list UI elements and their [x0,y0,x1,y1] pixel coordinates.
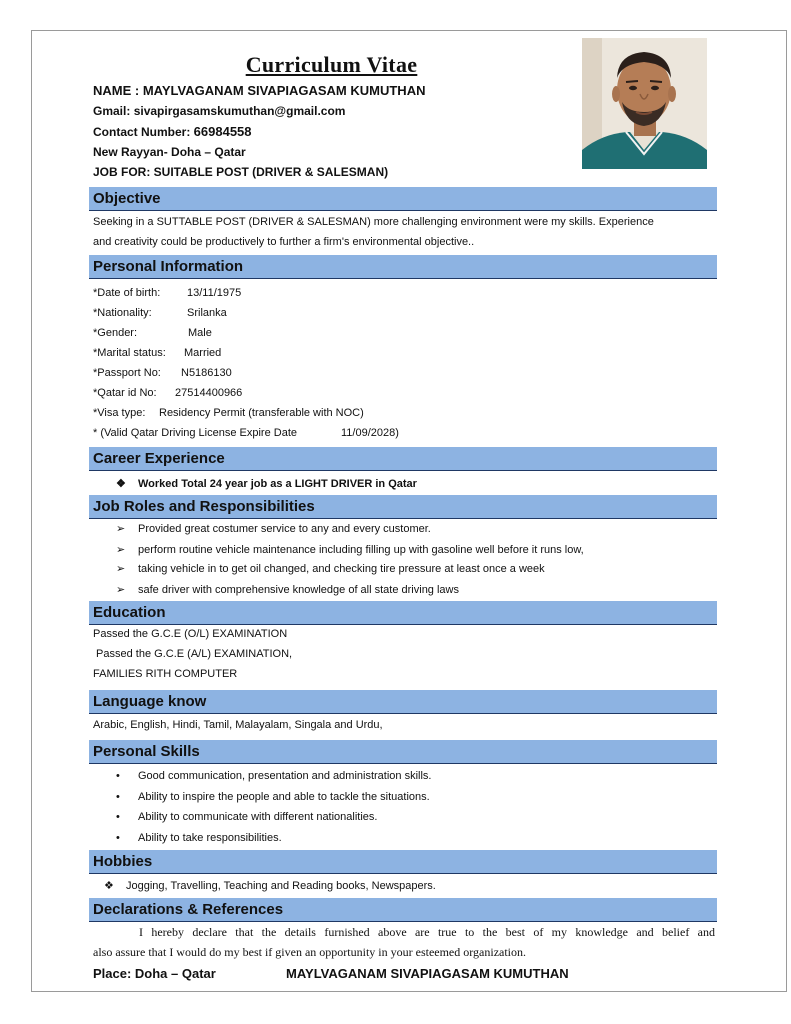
declaration-line: I hereby declare that the details furnished above are true to the best of my knowledge and belief and [139,925,715,939]
personal-row [93,347,221,359]
section-education: Education [89,601,717,625]
personal-row [93,387,242,399]
bullet-icon: • [116,832,120,844]
role-item [116,562,545,575]
skill-item [116,791,430,803]
career-text: Worked Total 24 year job as a LIGHT DRIVER in Qatar [138,478,417,490]
job-for-line: JOB FOR: SUITABLE POST (DRIVER & SALESMAN) [93,165,389,179]
gmail-line [93,104,345,118]
personal-row [93,407,364,419]
hobbies-item [104,879,436,892]
section-career-experience: Career Experience [89,447,717,471]
role-text: Provided great costumer service to any and every customer. [138,523,431,535]
section-personal-information: Personal Information [89,255,717,279]
section-language: Language know [89,690,717,714]
personal-value: 13/11/1975 [187,287,242,299]
bullet-icon: • [116,791,120,803]
name-line [93,83,425,98]
languages-line: Arabic, English, Hindi, Tamil, Malayalam, Singala and Urdu, [93,719,383,731]
role-item [116,583,459,596]
bullet-icon: • [116,770,120,782]
place-line: Place: Doha – Qatar [93,966,216,981]
personal-value: Residency Permit (transferable with NOC) [159,407,364,419]
personal-label: *Nationality: [93,307,152,319]
section-personal-skills: Personal Skills [89,740,717,764]
career-item [116,477,417,490]
declaration-line: also assure that I would do my best if given an opportunity in your esteemed organization. [93,945,527,959]
personal-label: *Marital status: [93,347,166,359]
section-objective: Objective [89,187,717,211]
signature-name: MAYLVAGANAM SIVAPIAGASAM KUMUTHAN [286,966,569,981]
personal-label: *Qatar id No: [93,387,157,399]
role-item [116,522,431,535]
personal-row [93,367,232,379]
role-text: perform routine vehicle maintenance including filling up with gasoline well before it runs low, [138,544,584,556]
personal-value: 27514400966 [175,387,243,399]
arrow-bullet-icon: ➢ [116,523,126,535]
role-item [116,543,584,556]
skill-item [116,770,431,782]
personal-label: *Visa type: [93,407,146,419]
name-label: NAME : [93,83,143,98]
personal-row [93,307,227,319]
personal-value: Srilanka [187,307,227,319]
personal-label: *Gender: [93,327,138,339]
personal-value: 11/09/2028) [341,427,399,439]
diamond-bullet-icon: ❖ [116,478,126,490]
gmail-label: Gmail: [93,104,134,118]
personal-row [93,327,212,339]
personal-label: *Date of birth: [93,287,161,299]
document-title: Curriculum Vitae [245,52,418,77]
candidate-name: MAYLVAGANAM SIVAPIAGASAM KUMUTHAN [142,83,426,98]
section-job-roles: Job Roles and Responsibilities [89,495,717,519]
arrow-bullet-icon: ➢ [116,563,126,575]
profile-photo [582,38,707,169]
skill-item [116,832,282,844]
skill-text: Good communication, presentation and administration skills. [138,770,432,782]
education-line: FAMILIES RITH COMPUTER [93,668,238,680]
bullet-icon: • [116,811,120,823]
contact-label: Contact Number: [93,125,194,139]
section-declarations: Declarations & References [89,898,717,922]
personal-value: N5186130 [181,367,232,379]
education-line: Passed the G.C.E (A/L) EXAMINATION, [93,648,293,660]
arrow-bullet-icon: ➢ [116,584,126,596]
personal-value: Married [184,347,222,359]
role-text: taking vehicle in to get oil changed, and checking tire pressure at least once a week [138,563,545,575]
hobbies-text: Jogging, Travelling, Teaching and Reading books, Newspapers. [126,880,436,892]
objective-line: and creativity could be productively to further a firm's environmental objective.. [93,236,475,248]
skill-text: Ability to inspire the people and able to tackle the situations. [138,791,430,803]
skill-text: Ability to take responsibilities. [138,832,282,844]
personal-value: Male [188,327,212,339]
skill-item [116,811,377,823]
contact-number: 66984558 [193,124,252,139]
skill-text: Ability to communicate with different nationalities. [138,811,378,823]
contact-line [93,124,252,139]
education-line: Passed the G.C.E (O/L) EXAMINATION [93,628,288,640]
diamond-bullet-icon: ❖ [104,880,114,892]
role-text: safe driver with comprehensive knowledge of all state driving laws [138,584,459,596]
arrow-bullet-icon: ➢ [116,544,126,556]
address-line: New Rayyan- Doha – Qatar [93,145,246,159]
section-hobbies: Hobbies [89,850,717,874]
personal-label: *Passport No: [93,367,161,379]
personal-label: * (Valid Qatar Driving License Expire Date [93,427,297,439]
objective-line: Seeking in a SUTTABLE POST (DRIVER & SALESMAN) more challenging environment were my skills. Experience [93,216,654,228]
personal-row [93,287,241,299]
personal-row [93,427,399,439]
gmail-value: sivapirgasamskumuthan@gmail.com [133,104,346,118]
